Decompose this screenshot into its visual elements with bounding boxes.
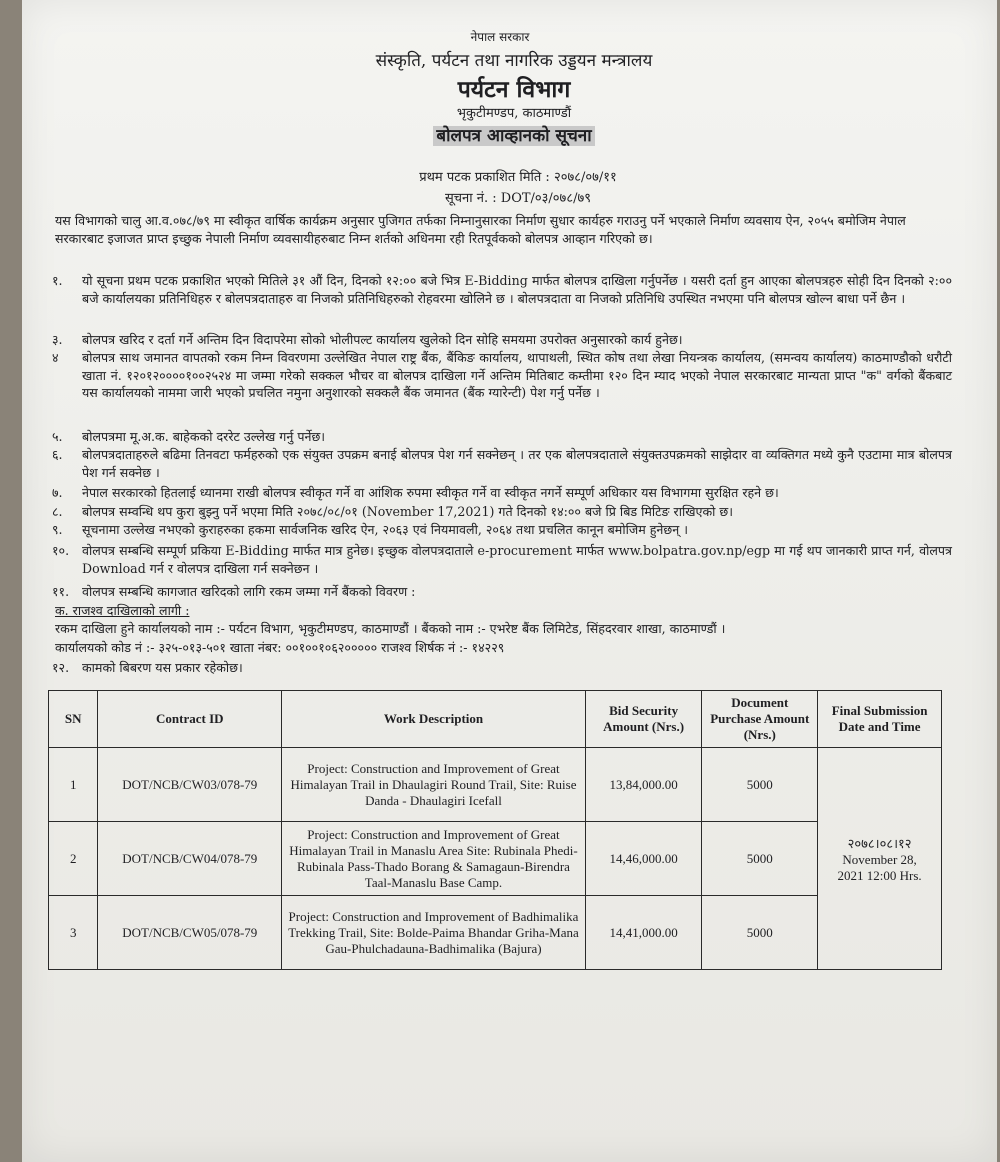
- table-row: [49, 822, 942, 896]
- notice-number: सूचना नं. : DOT/०३/०७८/७९: [445, 191, 591, 206]
- cell-contract-id: DOT/NCB/CW05/078-79: [98, 896, 282, 970]
- item-text: बोलपत्रमा मू.अ.क. बाहेकको दररेट उल्लेख गर्नु पर्नेछ।: [82, 429, 326, 444]
- header-contract-id: Contract ID: [98, 691, 282, 748]
- condition-item: [52, 542, 952, 577]
- item-number: ५.: [52, 429, 63, 444]
- cell-sn: 1: [49, 748, 98, 822]
- item-number: ९.: [52, 522, 63, 537]
- condition-item: [52, 446, 952, 481]
- header-document-purchase: Document Purchase Amount (Nrs.): [702, 691, 818, 748]
- item-number: १२.: [52, 660, 70, 675]
- intro-paragraph: यस विभागको चालु आ.व.०७८/७९ मा स्वीकृत वार्षिक कार्यक्रम अनुसार पुजिगत तर्फका निम्नानुसारका निर्माण सुधार कार्यहरु गराउनु पर्ने भएकाले निर्माण व्यवसाय ऐन, २०५५ बमोजिम नेपाल सरकारबाट इजाजत प्राप्त इच्छुक नेपाली निर्माण व्यवसायीहरुबाट निम्न शर्तको अधिनमा रही रितपूर्वकको बोलपत्र आव्हान गरिएको छ।: [55, 213, 906, 246]
- item-number: ३.: [52, 332, 63, 347]
- cell-sn: 3: [49, 896, 98, 970]
- cell-bid-security: 14,41,000.00: [585, 896, 702, 970]
- revenue-heading: क. राजश्व दाखिलाको लागी :: [55, 603, 190, 618]
- cell-contract-id: DOT/NCB/CW03/078-79: [98, 748, 282, 822]
- cell-final-submission: [818, 748, 942, 970]
- item-number: ११.: [52, 584, 70, 599]
- department-name: पर्यटन विभाग: [457, 76, 571, 103]
- cell-document-purchase: 5000: [702, 822, 818, 896]
- final-date-nepali: २०७८।०८।१२: [847, 836, 912, 852]
- item-text: सूचनामा उल्लेख नभएको कुराहरुका हकमा सार्वजनिक खरिद ऐन, २०६३ एवं नियमावली, २०६४ तथा प्रचलित कानून बमोजिम हुनेछन् ।: [82, 522, 689, 537]
- notice-title-text: बोलपत्र आव्हानको सूचना: [433, 126, 594, 146]
- final-date-english: November 28,: [842, 851, 917, 867]
- cell-bid-security: 14,46,000.00: [585, 822, 702, 896]
- revenue-account-code: कार्यालयको कोड नं :- ३२५-०१३-५०१ खाता नंबर: ००१००१०६२००००० राजश्व शिर्षक नं :- १४२२९: [55, 640, 505, 655]
- item-text: वोलपत्र सम्बन्धि कागजात खरिदको लागि रकम जम्मा गर्ने बैंकको विवरण :: [82, 584, 416, 599]
- cell-document-purchase: 5000: [702, 748, 818, 822]
- cell-document-purchase: 5000: [702, 896, 818, 970]
- cell-work-description: Project: Construction and Improvement of Great Himalayan Trail in Dhaulagiri Round Trail, Site: Ruise Danda - Dhaulagiri Icefall: [282, 748, 586, 822]
- cell-bid-security: 13,84,000.00: [585, 748, 702, 822]
- notice-title: [14, 123, 1000, 146]
- item-number: ६.: [52, 447, 63, 462]
- item-number: १.: [52, 273, 63, 288]
- item-text: बोलपत्र खरिद र दर्ता गर्ने अन्तिम दिन विदापरेमा सोको भोलीपल्ट कार्यालय खुलेको दिन सोहि समयमा उपरोक्त अनुसारको कार्य हुनेछ।: [82, 332, 683, 347]
- ministry-name: संस्कृति, पर्यटन तथा नागरिक उड्डयन मन्त्रालय: [375, 51, 653, 71]
- condition-item: [52, 521, 952, 539]
- cell-work-description: Project: Construction and Improvement of Great Himalayan Trail in Manaslu Area Site: Rubinala Phedi-Rubinala Pass-Thado Borang & Samagaun-Birendra Taal-Manaslu Base Camp.: [282, 822, 586, 896]
- condition-item: [52, 484, 952, 502]
- table-header-row: [49, 691, 942, 748]
- cell-contract-id: DOT/NCB/CW04/078-79: [98, 822, 282, 896]
- header-work-description: Work Description: [282, 691, 586, 748]
- contract-table: [48, 690, 942, 970]
- header-final-submission: Final Submission Date and Time: [818, 691, 942, 748]
- revenue-office-bank: रकम दाखिला हुने कार्यालयको नाम :- पर्यटन विभाग, भृकुटीमण्डप, काठमाण्डौं । बैंकको नाम :- एभरेष्ट बैंक लिमिटेड, सिंहदरवार शाखा, काठमाण्डौं ।: [55, 621, 726, 636]
- header-bid-security: Bid Security Amount (Nrs.): [585, 691, 702, 748]
- government-name: नेपाल सरकार: [470, 30, 530, 44]
- condition-item: [52, 503, 952, 521]
- condition-item: [52, 659, 952, 677]
- department-address: भृकुटीमण्डप, काठमाण्डौं: [456, 106, 572, 121]
- item-text: बोलपत्रदाताहरुले बढिमा तिनवटा फर्महरुको एक संयुक्त उपक्रम बनाई बोलपत्र पेश गर्न सक्नेछन् । तर एक बोलपत्रदाताले संयुक्तउपक्रमको साझेदार वा व्यक्तिगत मध्ये कुनै एउटामा मात्र बोलपत्र पेश गर्न सक्नेछ ।: [82, 447, 952, 480]
- condition-item: [52, 428, 952, 446]
- item-number: ७.: [52, 485, 63, 500]
- item-text: वोलपत्र सम्बन्धि सम्पूर्ण प्रकिया E-Bidding मार्फत मात्र हुनेछ। इच्छुक वोलपत्रदाताले e-procurement मार्फत www.bolpatra.gov.np/egp मा गई थप जानकारी प्राप्त गर्न, वोलपत्र Download गर्न र वोलपत्र दाखिला गर्न सक्नेछन ।: [82, 543, 952, 576]
- cell-sn: 2: [49, 822, 98, 896]
- first-published-date: प्रथम पटक प्रकाशित मिति : २०७८/०७/११: [419, 170, 617, 185]
- table-row: [49, 896, 942, 970]
- item-text: बोलपत्र साथ जमानत वापतको रकम निम्न विवरणमा उल्लेखित नेपाल राष्ट्र बैंक, बैंकिङ कार्यालय, थापाथली, स्थित कोष तथा लेखा नियन्त्रक कार्यालय, (समन्वय कार्यालय) काठमाण्डौको धरौटी खाता नं. १२०१२००००१००२५२४ मा जम्मा गरेको सक्कल भौचर वा बोलपत्र दाखिला गर्ने अन्तिम मितिबाट कम्तीमा १२० दिन म्याद भएको नेपाल सरकारबाट मान्यता प्राप्त "क" वर्गको बैंकबाट यस कार्यालयको नाममा जारी भएको प्रचलित नमुना अनुशारको सक्कलै बैंक जमानत (बैंक ग्यारेन्टी) पेश गर्नु पर्नेछ ।: [82, 350, 952, 400]
- condition-item: [52, 583, 952, 601]
- item-text: यो सूचना प्रथम पटक प्रकाशित भएको मितिले ३१ औं दिन, दिनको १२:०० बजे भित्र E-Bidding मार्फत बोलपत्र दाखिला गर्नुपर्नेछ । यसरी दर्ता हुन आएका बोलपत्रहरु सोही दिन दिनको २:०० बजे कार्यालयका प्रतिनिधिहरु र बोलपत्रदाताहरु वा निजको प्रतिनिधिहरुको रोहवरमा खोलिने छ । बोलपत्रदाता वा निजको प्रतिनिधि उपस्थित नभएमा पनि बोलपत्र खोल्न बाधा पर्ने छैन ।: [82, 273, 952, 306]
- condition-item: [52, 331, 952, 349]
- final-time: 2021 12:00 Hrs.: [837, 867, 922, 883]
- item-number: ८.: [52, 504, 63, 519]
- cell-work-description: Project: Construction and Improvement of Badhimalika Trekking Trail, Site: Bolde-Paima Bhandar Griha-Mana Gau-Phulchadauna-Badhimalika (Bajura): [282, 896, 586, 970]
- item-number: ४: [52, 350, 59, 365]
- item-text: नेपाल सरकारको हितलाई ध्यानमा राखी बोलपत्र स्वीकृत गर्ने वा आंशिक रुपमा स्वीकृत गर्ने वा स्वीकृत नगर्ने सम्पूर्ण अधिकार यस विभागमा सुरक्षित रहने छ।: [82, 485, 779, 500]
- condition-item: [52, 349, 952, 402]
- table-row: [49, 748, 942, 822]
- header-sn: SN: [49, 691, 98, 748]
- item-text: कामको बिबरण यस प्रकार रहेकोछ।: [82, 660, 243, 675]
- item-number: १०.: [52, 543, 70, 558]
- condition-item: [52, 272, 952, 307]
- item-text: बोलपत्र सम्वन्धि थप कुरा बुझ्नु पर्ने भएमा मिति २०७८/०८/०१ (November 17,2021) गते दिनको १४:०० बजे प्रि बिड मिटिङ राखिएको छ।: [82, 504, 734, 519]
